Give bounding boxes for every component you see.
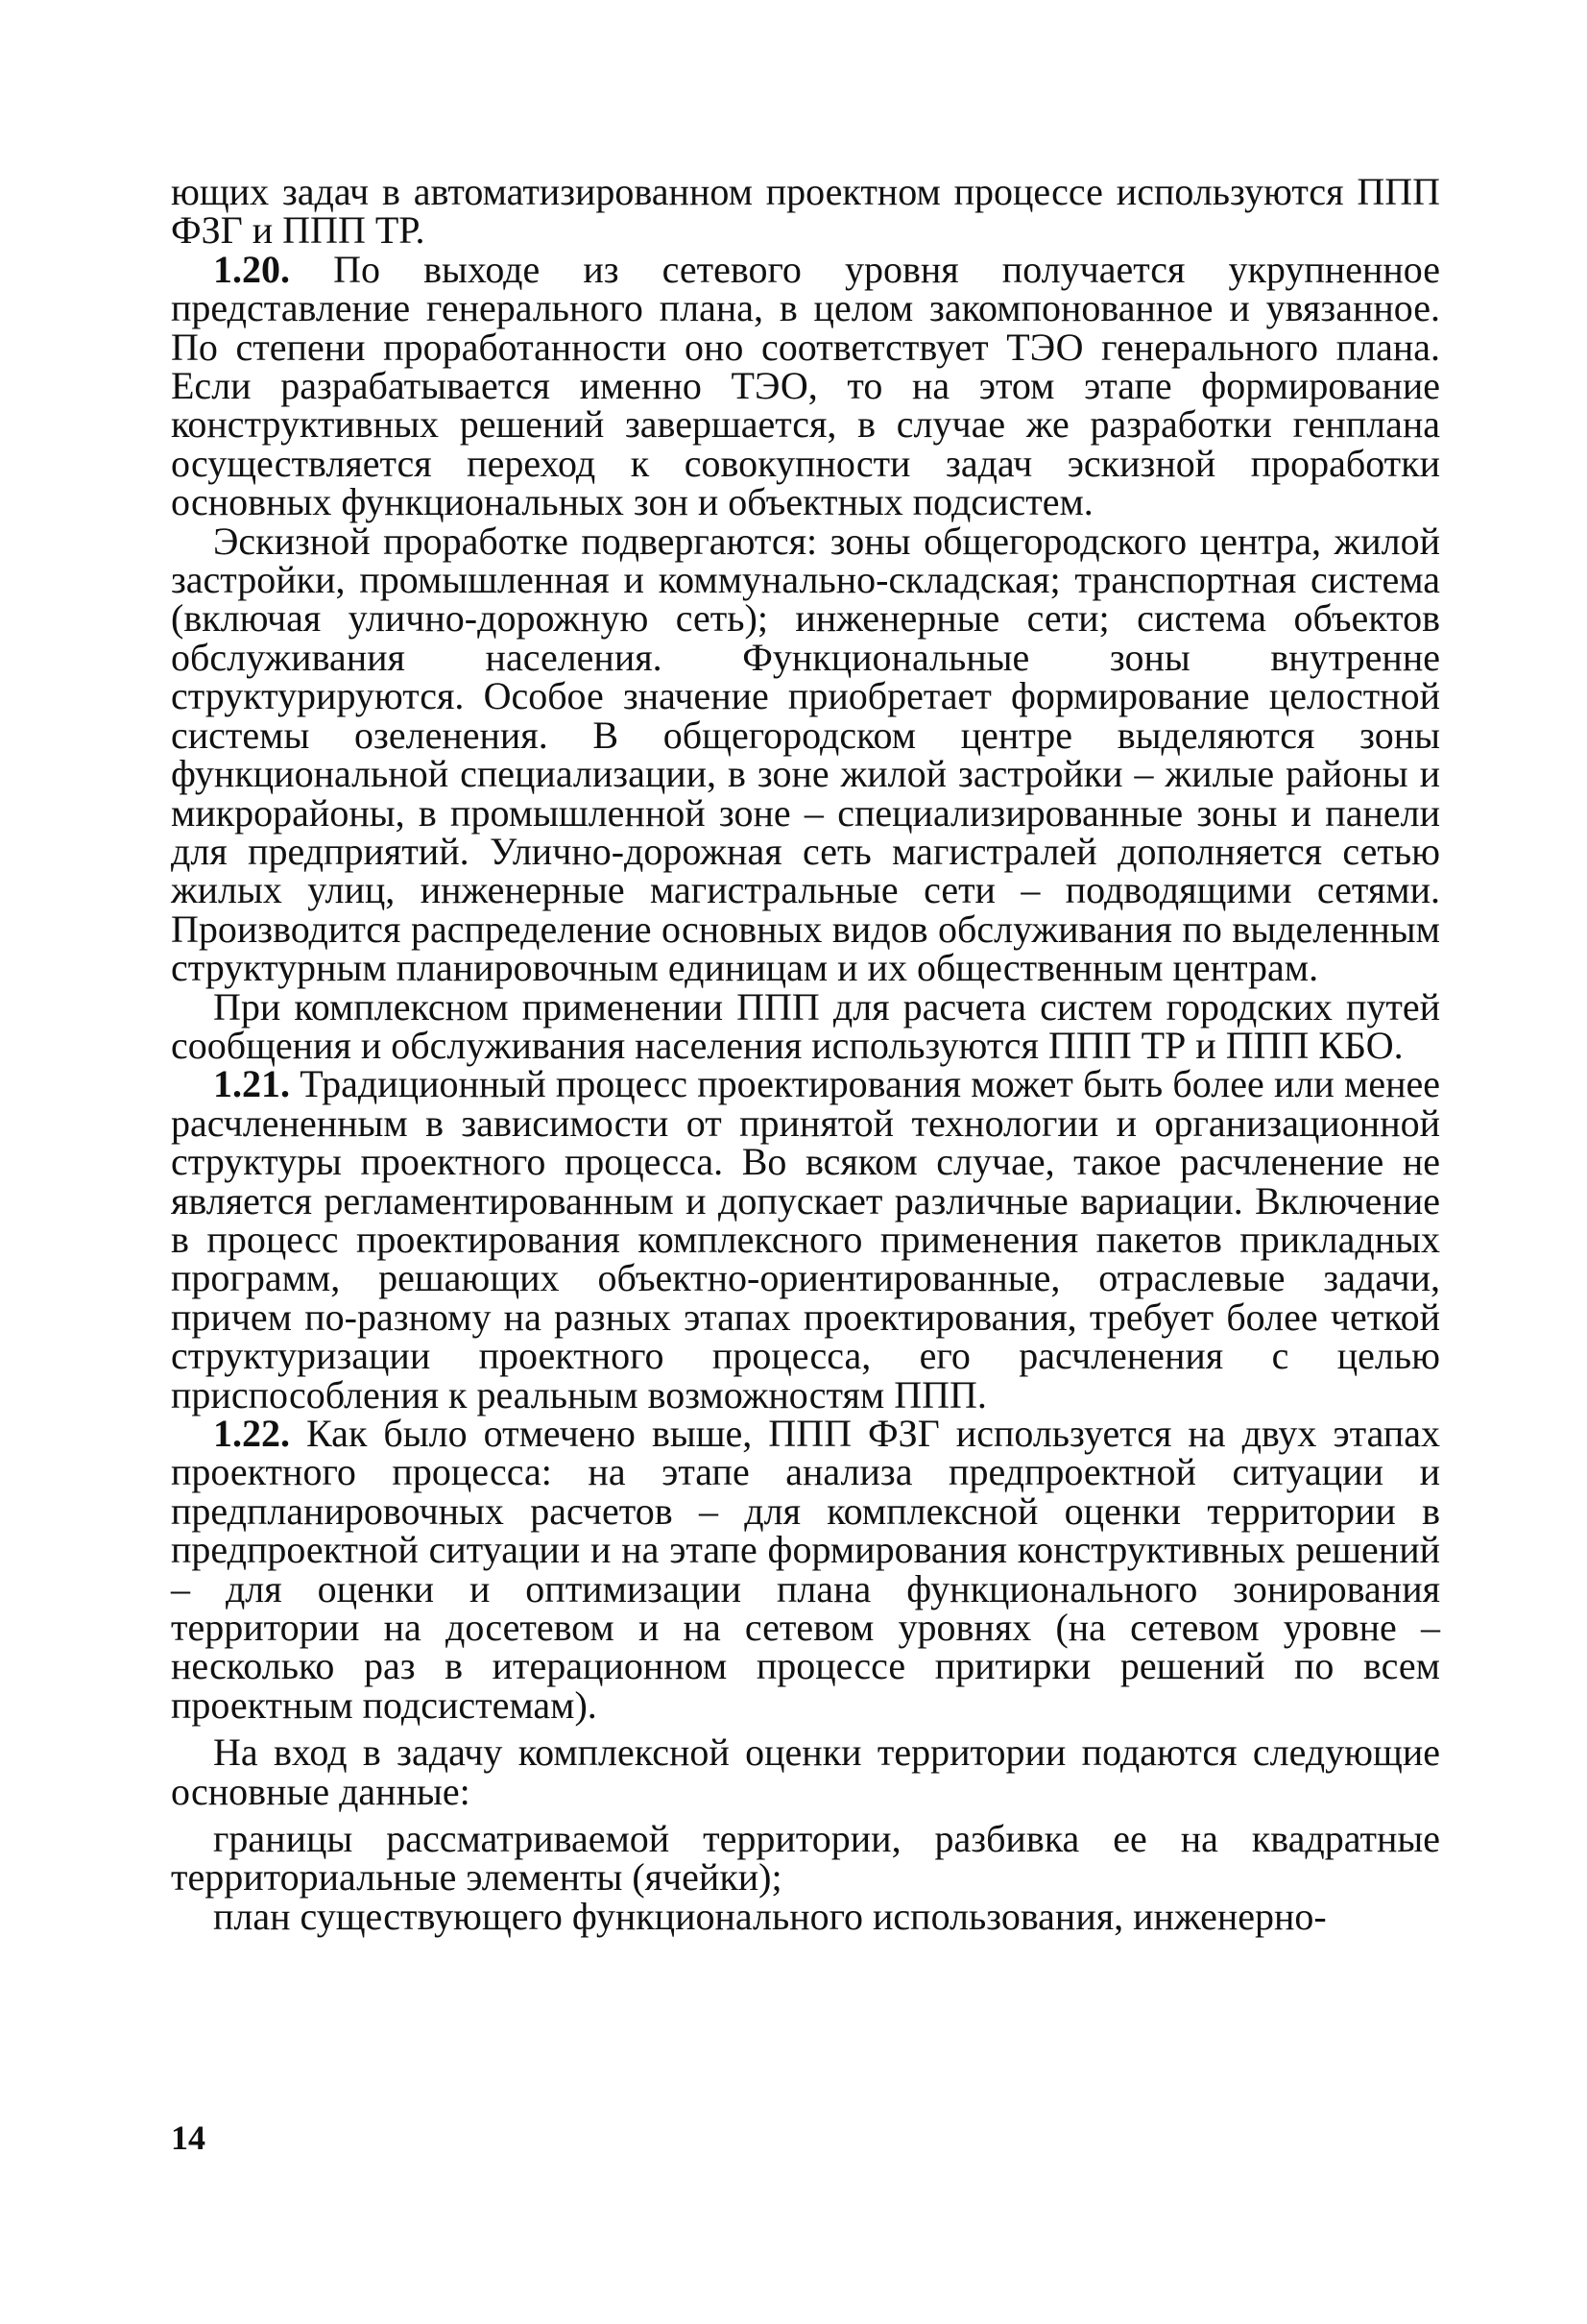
list-item-boundaries: [171, 1817, 1440, 1900]
paragraph-1-21: [171, 1062, 1440, 1416]
document-page: [171, 170, 1440, 1938]
paragraph-text: план существующего функционального использования, инженерно-: [213, 1894, 1327, 1938]
paragraph-1-20: [171, 247, 1440, 524]
paragraph-text: На вход в задачу комплексной оценки территории подаются следующие основные данные:: [171, 1731, 1440, 1813]
paragraph-input-data: [171, 1733, 1440, 1811]
paragraph-sketch-development: [171, 519, 1440, 990]
paragraph-text: Традиционный процесс проектирования может быть более или менее расчлененным в зависимости от принятой технологии и организационной структуры проектного процесса. Во всяком случае, такое расчленение не является регламентированным и допускает различные вариации. Включение в процесс проектирования комплексного применения пакетов прикладных программ, решающих объектно-ориентированные, отраслевые задачи, причем по-разному на разных этапах проектирования, требует более четкой структуризации проектного процесса, его расчленения с целью приспособления к реальным возможностям ППП.: [171, 1062, 1440, 1416]
paragraph-complex-application: [171, 984, 1440, 1067]
paragraph-1-22: [171, 1412, 1440, 1727]
paragraph-text: По выходе из сетевого уровня получается укрупненное представление генерального плана, в целом закомпонованное и увязанное. По степени проработанности оно соответствует ТЭО генерального плана. Если разрабатывается именно ТЭО, то на этом этапе формирование конструктивных решений завершается, в случае же разработки генплана осуществляется переход к совокупности задач эскизной проработки основных функциональных зон и объектных подсистем.: [171, 247, 1440, 524]
paragraph-text: При комплексном применении ППП для расчета систем городских путей сообщения и обслуживания населения используются ППП ТР и ППП КБО.: [171, 984, 1440, 1067]
paragraph-text: границы рассматриваемой территории, разбивка ее на квадратные территориальные элементы (ячейки);: [171, 1817, 1440, 1900]
paragraph-text: Как было отмечено выше, ППП ФЗГ используется на двух этапах проектного процесса: на этапе анализа предпроектной ситуации и предпланировочных расчетов – для комплексной оценки территории в предпроектной ситуации и на этапе формирования конструктивных решений – для оценки и оптимизации плана функционального зонирования территории на досетевом и на сетевом уровнях (на сетевом уровне – несколько раз в итерационном процессе притирки решений по всем проектным подсистемам).: [171, 1412, 1440, 1727]
paragraph-number: 1.20.: [213, 247, 290, 291]
paragraph-continuation: [171, 170, 1440, 253]
paragraph-number: 1.21.: [213, 1062, 290, 1106]
paragraph-number: 1.22.: [213, 1412, 290, 1455]
paragraph-text: Эскизной проработке подвергаются: зоны общегородского центра, жилой застройки, промышленная и коммунально-складская; транспортная система (включая улично-дорожную сеть); инженерные сети; система объектов обслуживания населения. Функциональные зоны внутренне структурируются. Особое значение приобретает формирование целостной системы озеленения. В общегородском центре выделяются зоны функциональной специализации, в зоне жилой застройки – жилые районы и микрорайоны, в промышленной зоне – специализированные зоны и панели для предприятий. Улично-дорожная сеть магистралей дополняется сетью жилых улиц, инженерные магистральные сети – подводящими сетями. Производится распределение основных видов обслуживания по выделенным структурным планировочным единицам и их общественным центрам.: [171, 519, 1440, 990]
list-item-plan: [171, 1894, 1440, 1938]
page-number: 14: [171, 2118, 205, 2157]
paragraph-text: ющих задач в автоматизированном проектном процессе используются ППП ФЗГ и ППП ТР.: [171, 170, 1440, 253]
